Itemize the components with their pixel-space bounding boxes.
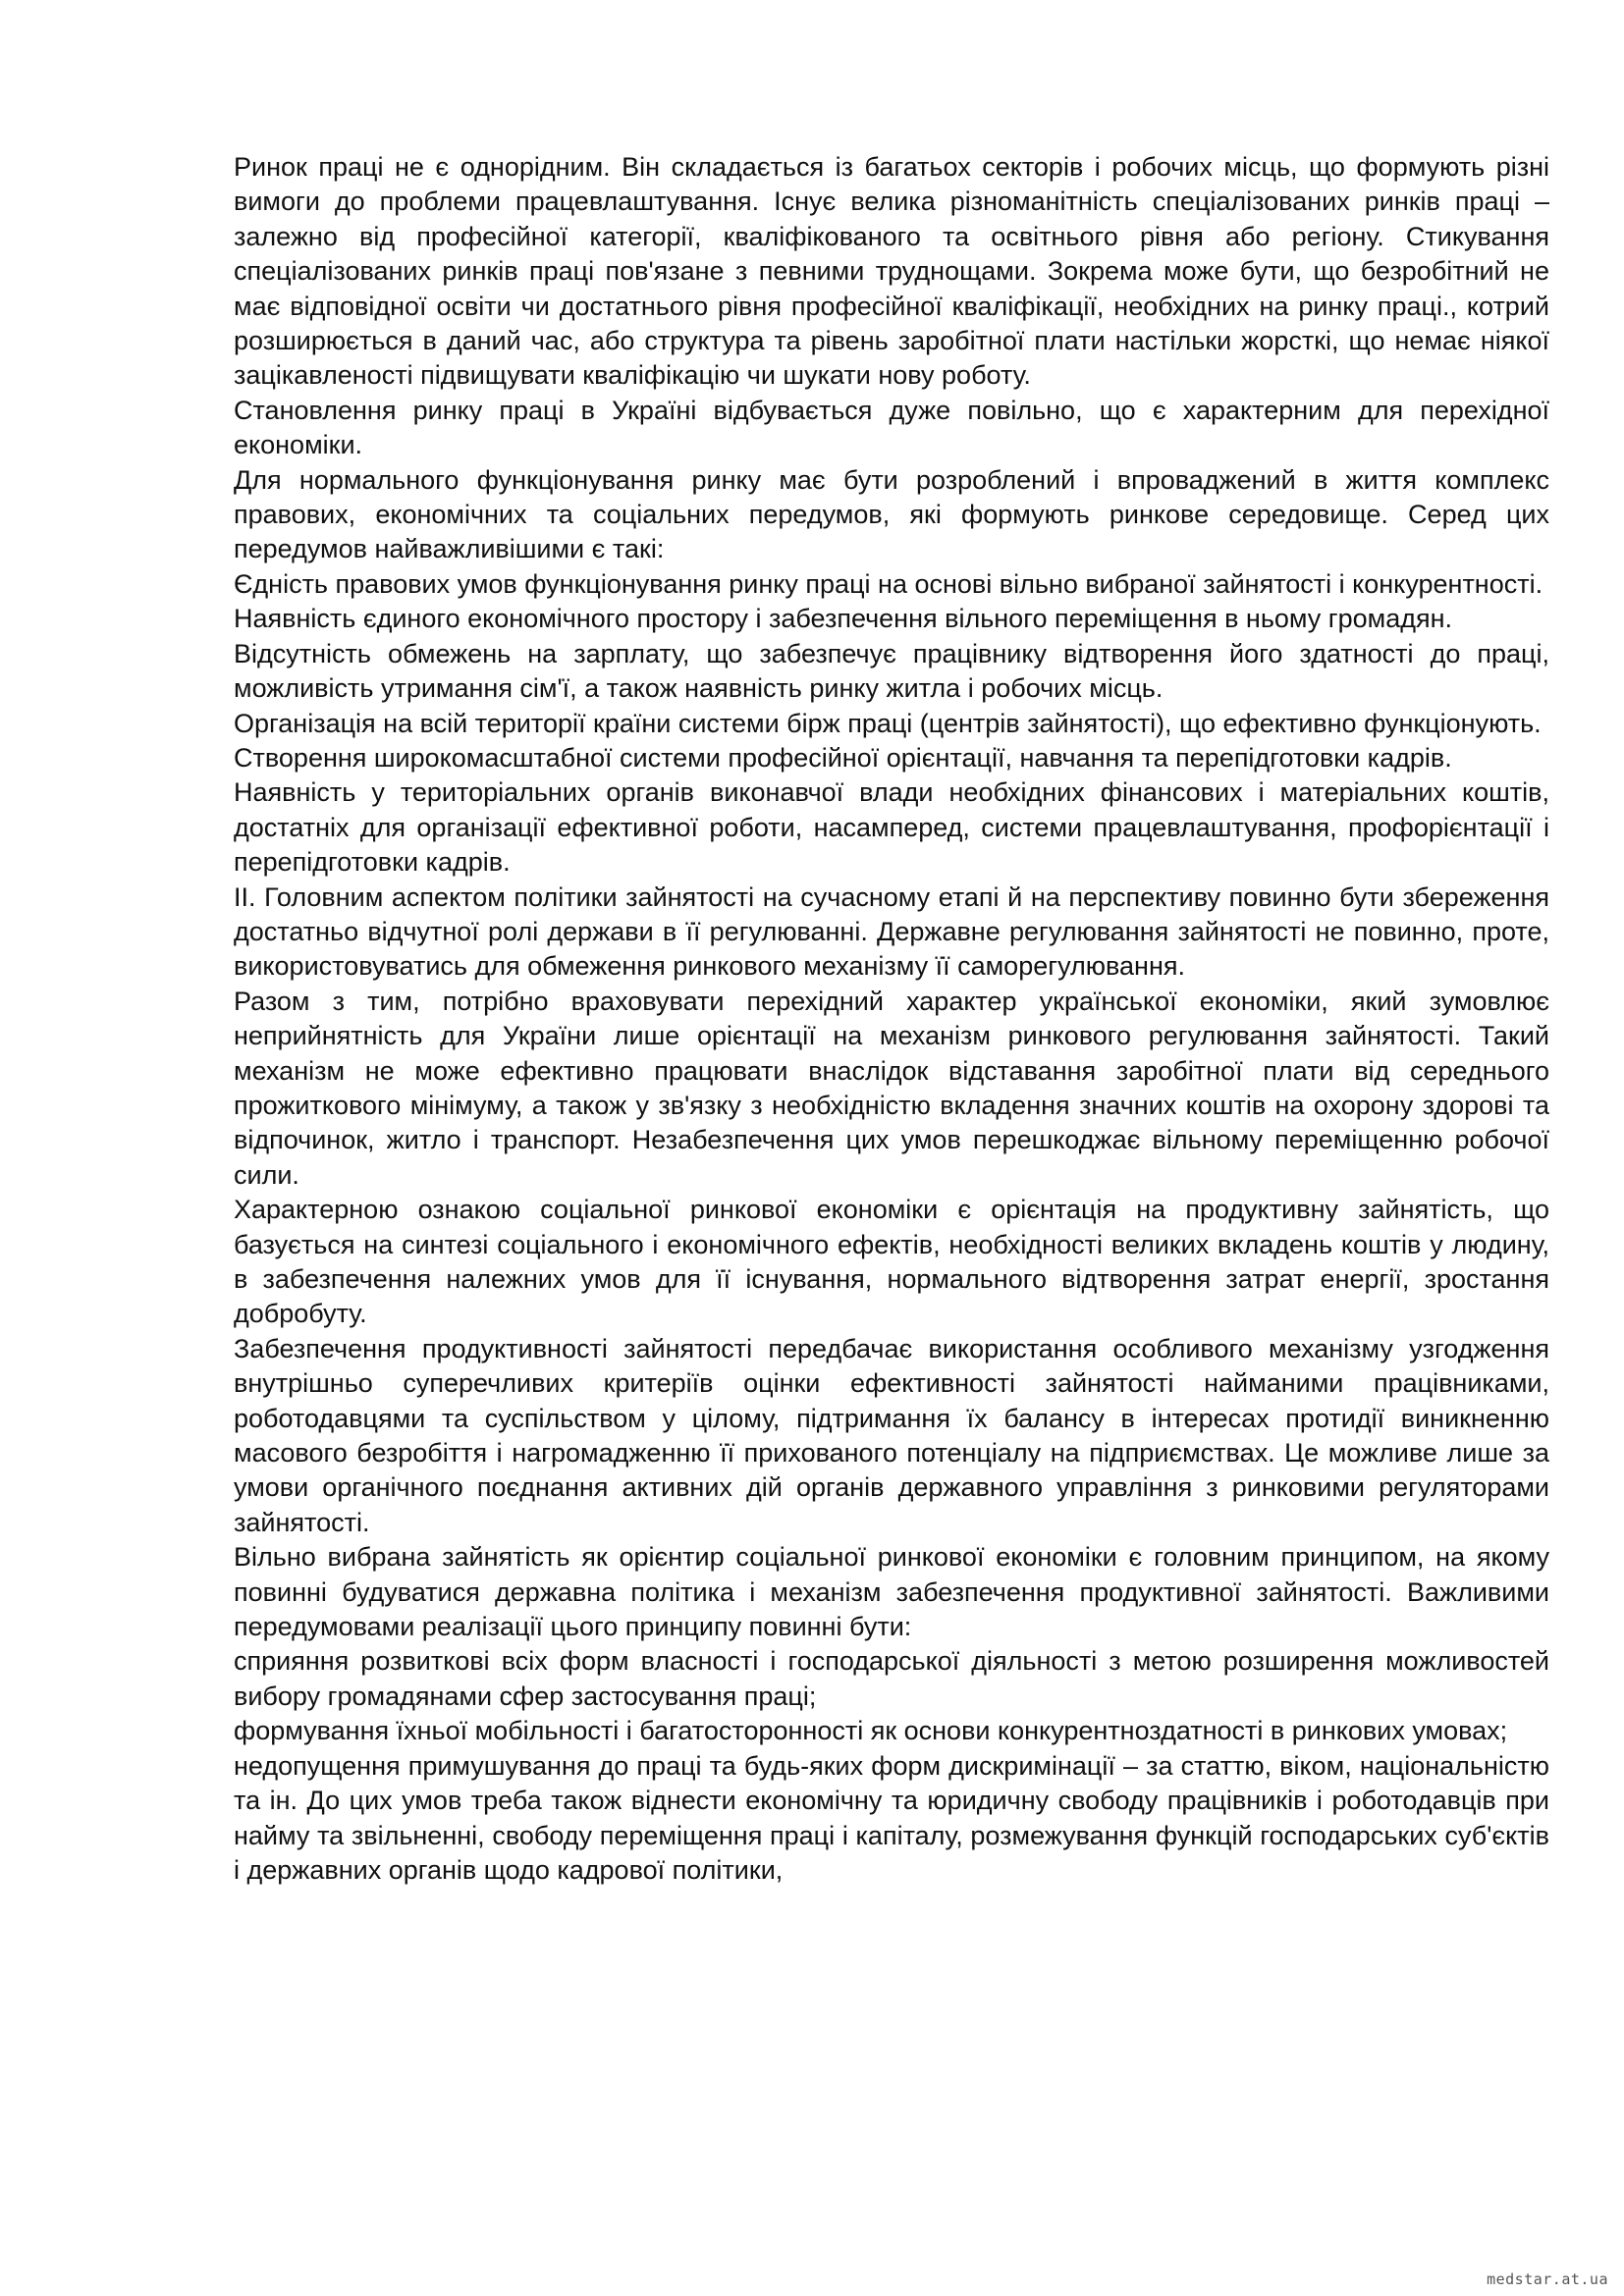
paragraph: Єдність правових умов функціонування ринку праці на основі вільно вибраної зайнятості і конкурентності. (234, 568, 1543, 599)
watermark: medstar.at.ua (1487, 2270, 1608, 2288)
paragraph: Становлення ринку праці в Україні відбувається дуже повільно, що є характерним для перехідної економіки. (234, 395, 1549, 460)
paragraph: Організація на всій території країни системи бірж праці (центрів зайнятості), що ефективно функціонують. (234, 708, 1542, 738)
document-page (234, 150, 1549, 1888)
paragraph: Характерною ознакою соціальної ринкової економіки є орієнтація на продуктивну зайнятість, що базується на синтезі соціального і економічного ефектів, необхідності великих вкладень коштів у людину, в забезпечення належних умов для її існування, нормального відтворення затрат енергії, зростання добробуту. (234, 1195, 1549, 1329)
paragraph: Для нормального функціонування ринку має бути розроблений і впроваджений в життя комплекс правових, економічних та соціальних передумов, які формують ринкове середовище. Серед цих передумов найважливішими є такі: (234, 464, 1549, 564)
paragraph: Ринок праці не є однорідним. Він складається із багатьох секторів і робочих місць, що формують різні вимоги до проблеми працевлаштування. Існує велика різноманітність спеціалізованих ринків праці – залежно від професійної категорії, кваліфікованого та освітнього рівня або регіону. Стикування спеціалізованих ринків праці пов'язане з певними труднощами. Зокрема може бути, що безробітний не має відповідної освіти чи достатнього рівня професійної кваліфікації, необхідних на ринку праці., котрий розширюється в даний час, або структура та рівень заробітної плати настільки жорсткі, що немає ніякої зацікавленості підвищувати кваліфікацію чи шукати нову роботу. (234, 152, 1549, 391)
paragraph: Наявність єдиного економічного простору і забезпечення вільного переміщення в ньому громадян. (234, 604, 1453, 634)
paragraph: сприяння розвиткові всіх форм власності і господарської діяльності з метою розширення можливостей вибору громадянами сфер застосування праці; (234, 1646, 1549, 1711)
paragraph: Створення широкомасштабної системи професійної орієнтації, навчання та перепідготовки кадрів. (234, 742, 1452, 773)
paragraph: Відсутність обмежень на зарплату, що забезпечує працівнику відтворення його здатності до праці, можливість утримання сім'ї, а також наявність ринку житла і робочих місць. (234, 638, 1549, 704)
paragraph: Забезпечення продуктивності зайнятості передбачає використання особливого механізму узгодження внутрішньо суперечливих критеріїв оцінки ефективності зайнятості найманими працівниками, роботодавцями та суспільством у цілому, підтримання їх балансу в інтересах протидії виникненню масового безробіття і нагромадженню її прихованого потенціалу на підприємствах. Це можливе лише за умови органічного поєднання активних дій органів державного управління з ринковими регуляторами зайнятості. (234, 1333, 1549, 1537)
paragraph: Наявність у територіальних органів виконавчої влади необхідних фінансових і матеріальних коштів, достатніх для організації ефективної роботи, насамперед, системи працевлаштування, профорієнтації і перепідготовки кадрів. (234, 777, 1549, 878)
paragraph: ІІ. Головним аспектом політики зайнятості на сучасному етапі й на перспективу повинно бути збереження достатньо відчутної ролі держави в її регулюванні. Державне регулювання зайнятості не повинно, проте, використовуватись для обмеження ринкового механізму її саморегулювання. (234, 881, 1549, 982)
paragraph: недопущення примушування до праці та будь-яких форм дискримінації – за статтю, віком, національністю та ін. До цих умов треба також віднести економічну та юридичну свободу працівників і роботодавців при найму та звільненні, свободу переміщення праці і капіталу, розмежування функцій господарських суб'єктів і державних органів щодо кадрової політики, (234, 1750, 1549, 1885)
paragraph: формування їхньої мобільності і багатосторонності як основи конкурентноздатності в ринкових умовах; (234, 1716, 1508, 1746)
paragraph: Разом з тим, потрібно враховувати перехідний характер української економіки, який зумовлює неприйнятність для України лише орієнтації на механізм ринкового регулювання зайнятості. Такий механізм не може ефективно працювати внаслідок відставання заробітної плати від середнього прожиткового мінімуму, а також у зв'язку з необхідністю вкладення значних коштів на охорону здорові та відпочинок, житло і транспорт. Незабезпечення цих умов перешкоджає вільному переміщенню робочої сили. (234, 986, 1549, 1190)
paragraph: Вільно вибрана зайнятість як орієнтир соціальної ринкової економіки є головним принципом, на якому повинні будуватися державна політика і механізм забезпечення продуктивної зайнятості. Важливими передумовами реалізації цього принципу повинні бути: (234, 1542, 1549, 1642)
